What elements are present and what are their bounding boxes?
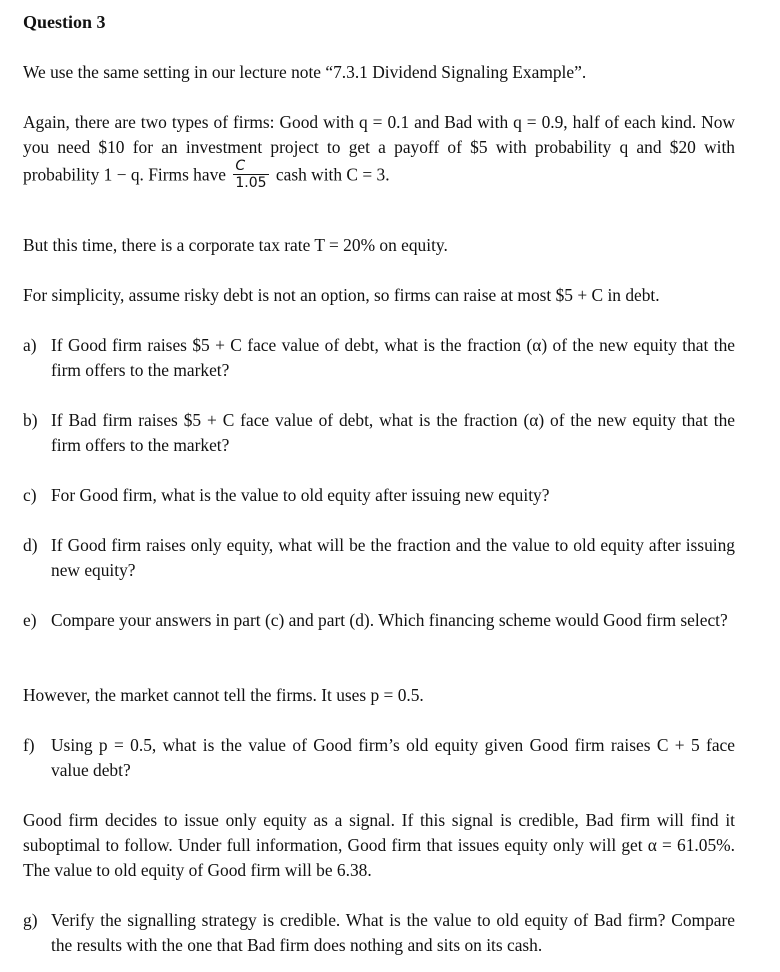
question-e-label: e) bbox=[23, 610, 37, 630]
question-d-label: d) bbox=[23, 535, 38, 555]
question-c bbox=[23, 483, 735, 508]
cash-fraction bbox=[233, 158, 268, 191]
question-e bbox=[23, 608, 735, 633]
question-f-label: f) bbox=[23, 735, 35, 755]
question-d bbox=[23, 533, 735, 583]
tax-paragraph: But this time, there is a corporate tax rate T = 20% on equity. bbox=[23, 235, 448, 255]
question-g-text: Verify the signalling strategy is credible. What is the value to old equity of Bad firm? Compare the results with the one that Bad firm does nothing and sits on its cash. bbox=[51, 910, 735, 955]
question-a-label: a) bbox=[23, 335, 37, 355]
simplicity-paragraph: For simplicity, assume risky debt is not an option, so firms can raise at most $5 + C in debt. bbox=[23, 285, 660, 305]
question-c-text: For Good firm, what is the value to old equity after issuing new equity? bbox=[51, 485, 550, 505]
question-g-label: g) bbox=[23, 910, 38, 930]
question-title: Question 3 bbox=[23, 12, 106, 32]
question-f bbox=[23, 733, 735, 783]
question-a-text: If Good firm raises $5 + C face value of debt, what is the fraction (α) of the new equity that the firm offers to the market? bbox=[51, 335, 735, 380]
fraction-numerator: C bbox=[235, 158, 246, 174]
question-c-label: c) bbox=[23, 485, 37, 505]
question-g bbox=[23, 908, 735, 958]
question-e-text: Compare your answers in part (c) and part (d). Which financing scheme would Good firm select? bbox=[51, 610, 728, 630]
question-b bbox=[23, 408, 735, 458]
intro-paragraph: We use the same setting in our lecture note “7.3.1 Dividend Signaling Example”. bbox=[23, 62, 587, 82]
setup-paragraph bbox=[23, 110, 735, 193]
setup-text: Again, there are two types of firms: Good with q = 0.1 and Bad with q = 0.9, half of each kind. Now you need $10 for an investment project to get a payoff of $5 with probability q and $20 with probability 1 − q. Firms have bbox=[23, 112, 735, 185]
signal-paragraph: Good firm decides to issue only equity as a signal. If this signal is credible, Bad firm will find it suboptimal to follow. Under full information, Good firm that issues equity only will get α = 61.05%. The value to old equity of Good firm will be 6.38. bbox=[23, 810, 735, 880]
question-a bbox=[23, 333, 735, 383]
question-b-label: b) bbox=[23, 410, 38, 430]
fraction-denominator: 1.05 bbox=[235, 175, 267, 191]
question-d-text: If Good firm raises only equity, what will be the fraction and the value to old equity after issuing new equity? bbox=[51, 535, 735, 580]
question-f-text: Using p = 0.5, what is the value of Good firm’s old equity given Good firm raises C + 5 face value debt? bbox=[51, 735, 735, 780]
market-paragraph: However, the market cannot tell the firms. It uses p = 0.5. bbox=[23, 685, 424, 705]
setup-text-end: cash with C = 3. bbox=[275, 164, 390, 185]
question-b-text: If Bad firm raises $5 + C face value of debt, what is the fraction (α) of the new equity that the firm offers to the market? bbox=[51, 410, 735, 455]
